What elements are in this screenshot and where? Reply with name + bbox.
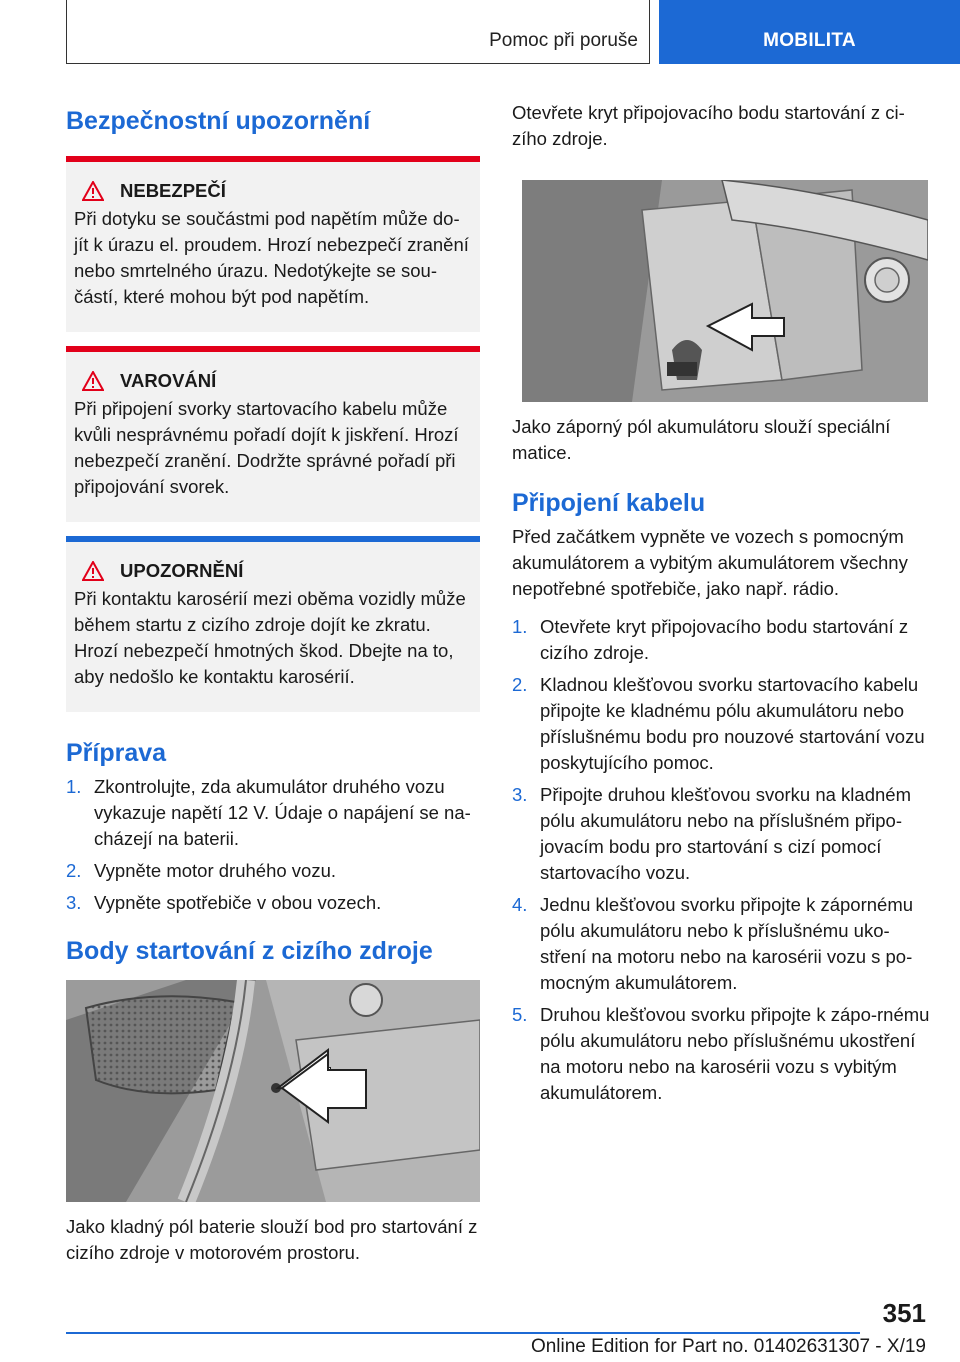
right-column [512,100,930,1112]
list-item: 4. Jednu klešťovou svorku připojte k zápornému pólu akumulátoru nebo k příslušnému uko-stření na motoru nebo na karosérii vozu s po-mocným akumulátorem. [512,894,914,993]
engine-bay-positive-photo [66,980,480,1202]
prep-steps [66,774,480,916]
caption-negative: Jako záporný pól akumulátoru slouží speciální matice. [512,416,891,463]
warning-level: NEBEZPEČÍ [120,180,226,201]
warning-bar [66,536,480,542]
warning-triangle-icon [82,561,104,581]
warning-level: VAROVÁNÍ [120,370,217,391]
caption-positive: Jako kladný pól baterie slouží bod pro startování z cizího zdroje v motorovém prostoru. [66,1216,478,1263]
connect-steps [512,614,930,1106]
warning-text: Při připojení svorky startovacího kabelu může kvůli nesprávnému pořadí dojít k jiskření. Hrozí nebezpečí zranění. Dodržte správné pořadí při připojování svorek. [74,398,459,497]
list-item: 3. Vypněte spotřebiče v obou vozech. [66,892,382,913]
list-item: 3. Připojte druhou klešťovou svorku na kladném pólu akumulátoru nebo na příslušném připo-jovacím bodu pro startování s cizí pomocí startovacího vozu. [512,784,911,883]
page-number: 351 [882,1298,926,1328]
footer-divider [66,1332,860,1334]
warning-danger [66,156,480,332]
heading-jump-points: Body startování z cizího zdroje [66,937,433,965]
heading-prep: Příprava [66,739,167,767]
engine-bay-negative-photo [522,180,928,402]
list-item: 2. Kladnou klešťovou svorku startovacího kabelu připojte ke kladnému pólu akumulátoru nebo příslušnému bodu pro nouzové startování vozu poskytujícího pomoc. [512,674,925,773]
heading-safety: Bezpečnostní upozornění [66,107,371,135]
list-item: 5. Druhou klešťovou svorku připojte k zápo-rnému pólu akumulátoru nebo příslušnému ukostření na motoru nebo na karosérii vozu s vybitým akumulátorem. [512,1004,930,1103]
connect-intro: Před začátkem vypněte ve vozech s pomocným akumulátorem a vybitým akumulátorem všechny nepotřebné spotřebiče, jako např. rádio. [512,526,908,599]
list-item: 1. Otevřete kryt připojovacího bodu startování z cizího zdroje. [512,616,909,663]
section-title: Pomoc při poruše [489,30,638,51]
left-column [66,100,480,1266]
chapter-tab[interactable]: MOBILITA [659,0,960,64]
warning-triangle-icon [82,181,104,201]
list-item: 1. Zkontrolujte, zda akumulátor druhého vozu vykazuje napětí 12 V. Údaje o napájení se na-cházejí na baterii. [66,776,471,849]
warning-triangle-icon [82,371,104,391]
warning-bar [66,156,480,162]
heading-connect: Připojení kabelu [512,489,706,517]
list-item: 2. Vypněte motor druhého vozu. [66,860,337,881]
warning-bar [66,346,480,352]
warning-notice [66,536,480,712]
warning-text: Při kontaktu karosérií mezi oběma vozidly může během startu z cizího zdroje dojít ke zkratu. Hrozí nebezpečí hmotných škod. Dbejte na to, aby nedošlo ke kontaktu karosérií. [74,588,466,687]
warning-text: Při dotyku se součástmi pod napětím může do-jít k úrazu el. proudem. Hrozí nebezpečí zranění nebo smrtelného úrazu. Nedotýkejte se sou-částí, které mohou být pod napětím. [74,208,469,307]
warning-caution [66,346,480,522]
footer-edition: Online Edition for Part no. 01402631307 - X/19 [530,1336,926,1357]
warning-level: UPOZORNĚNÍ [120,560,244,581]
intro-text: Otevřete kryt připojovacího bodu startování z ci-zího zdroje. [512,102,905,149]
